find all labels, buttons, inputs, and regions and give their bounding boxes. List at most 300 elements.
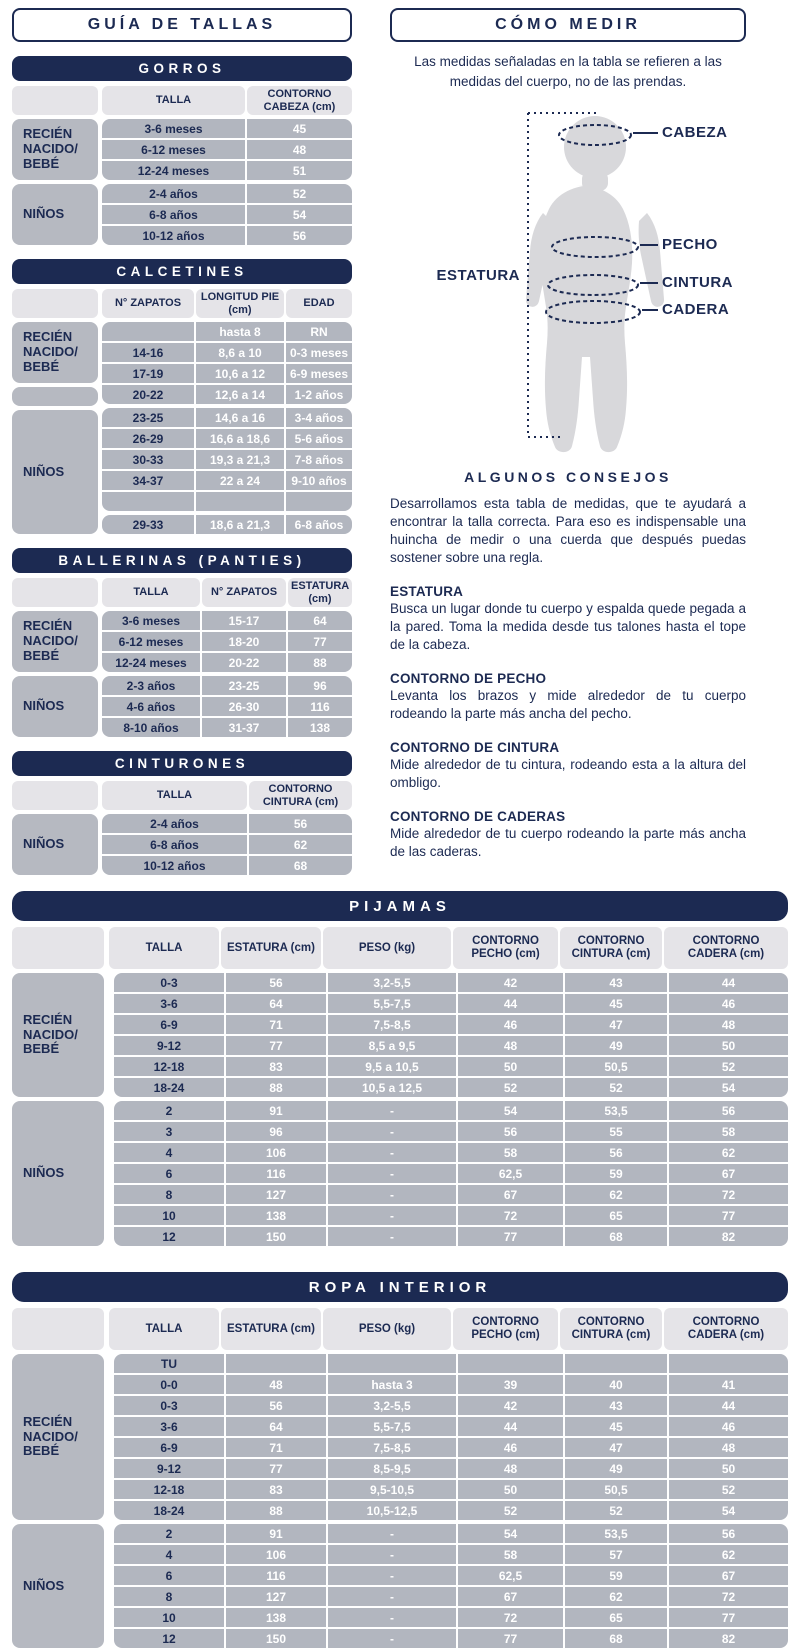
value-cell: 46 [669, 994, 788, 1013]
value-cell: 82 [669, 1629, 788, 1648]
cintura-label: CINTURA [662, 274, 733, 292]
value-cell: 62 [565, 1587, 667, 1606]
table-row [114, 1375, 788, 1394]
value-cell [565, 1354, 667, 1373]
table-row [114, 1501, 788, 1520]
value-cell: 71 [226, 1015, 326, 1034]
size-cell: 6-8 años [102, 205, 245, 224]
value-cell: 72 [669, 1185, 788, 1204]
value-cell: 52 [669, 1057, 788, 1076]
value-cell: 72 [669, 1587, 788, 1606]
size-cell: 18-24 [114, 1078, 224, 1097]
size-cell: 2 [114, 1524, 224, 1543]
size-cell: 4-6 años [102, 697, 200, 716]
size-cell: 12-18 [114, 1480, 224, 1499]
value-cell: - [328, 1185, 456, 1204]
value-cell: 64 [226, 994, 326, 1013]
value-cell: 48 [669, 1438, 788, 1457]
size-cell: 3-6 [114, 1417, 224, 1436]
cinturones-table [12, 751, 352, 875]
data-column [114, 973, 788, 1246]
value-cell: 31-37 [202, 718, 286, 737]
size-cell: 2-4 años [102, 184, 245, 203]
value-cell: 54 [669, 1501, 788, 1520]
value-cell: 138 [226, 1206, 326, 1225]
value-cell: 3-4 años [286, 408, 352, 427]
tip-section-pecho [390, 671, 746, 723]
table-row [102, 408, 352, 427]
value-cell: 62 [565, 1185, 667, 1204]
value-cell: 50 [669, 1036, 788, 1055]
value-cell: 0-3 meses [286, 343, 352, 362]
size-cell: 6-8 años [102, 835, 247, 854]
value-cell: 65 [565, 1608, 667, 1627]
size-cell: 12-18 [114, 1057, 224, 1076]
column-header: ESTATURA (cm) [221, 927, 321, 969]
value-cell: - [328, 1101, 456, 1120]
group-label-column [12, 973, 104, 1246]
group-label-column [12, 814, 98, 875]
size-cell: 2-4 años [102, 814, 247, 833]
body-measurement-diagram [390, 97, 746, 455]
value-cell: 44 [458, 1417, 563, 1436]
data-block [114, 973, 788, 1097]
tips-intro: Desarrollamos esta tabla de medidas, que te ayudará a encontrar la talla correcta. Para eso es indispensable una huincha de medir o una cuerda que después puedas sostener sobre una regla. [390, 496, 746, 565]
tip-heading: CONTORNO DE CINTURA [390, 739, 560, 755]
table-row [114, 1396, 788, 1415]
value-cell: 77 [669, 1206, 788, 1225]
group-label: RECIÉN NACIDO/ BEBÉ [12, 322, 98, 383]
header-spacer-cell [12, 578, 98, 607]
size-cell: 18-24 [114, 1501, 224, 1520]
value-cell: 96 [226, 1122, 326, 1141]
size-cell: 3-6 meses [102, 119, 245, 138]
column-header-row [12, 578, 352, 607]
value-cell: 18,6 a 21,3 [196, 515, 284, 534]
value-cell: 22 a 24 [196, 471, 284, 490]
value-cell: 77 [669, 1608, 788, 1627]
value-cell: 64 [288, 611, 352, 630]
value-cell: 62 [669, 1143, 788, 1162]
tip-text: Busca un lugar donde tu cuerpo y espalda quede pegada a la pared. Toma la medida desde tus talones hasta el tope de la cabeza. [390, 600, 746, 652]
value-cell: 42 [458, 973, 563, 992]
value-cell: 7,5-8,5 [328, 1015, 456, 1034]
table-row [102, 450, 352, 469]
value-cell: - [328, 1164, 456, 1183]
value-cell: 56 [226, 1396, 326, 1415]
value-cell: 106 [226, 1143, 326, 1162]
data-block [102, 184, 352, 245]
value-cell: 77 [226, 1459, 326, 1478]
table-row [102, 471, 352, 490]
data-column [102, 119, 352, 245]
value-cell: 5,5-7,5 [328, 994, 456, 1013]
table-row [102, 632, 352, 651]
value-cell: 67 [669, 1164, 788, 1183]
value-cell: 50,5 [565, 1480, 667, 1499]
value-cell: 52 [669, 1480, 788, 1499]
value-cell: 138 [226, 1608, 326, 1627]
size-cell: 8-10 años [102, 718, 200, 737]
size-cell: 12 [114, 1629, 224, 1648]
table-row [114, 1122, 788, 1141]
value-cell: 10,6 a 12 [196, 364, 284, 383]
value-cell: RN [286, 322, 352, 341]
value-cell: 9,5 a 10,5 [328, 1057, 456, 1076]
table-row [102, 856, 352, 875]
size-cell: 9-12 [114, 1036, 224, 1055]
value-cell: 47 [565, 1015, 667, 1034]
cadera-label: CADERA [662, 301, 730, 319]
table-row [114, 1438, 788, 1457]
table-row [102, 364, 352, 383]
table-row [102, 492, 352, 511]
value-cell: 72 [458, 1608, 563, 1627]
value-cell: 20-22 [202, 653, 286, 672]
value-cell: 10,5 a 12,5 [328, 1078, 456, 1097]
value-cell: 46 [458, 1438, 563, 1457]
data-block [102, 119, 352, 180]
column-header: ESTATURA (cm) [221, 1308, 321, 1350]
value-cell: 138 [288, 718, 352, 737]
value-cell: 19,3 a 21,3 [196, 450, 284, 469]
value-cell: 55 [565, 1122, 667, 1141]
header-spacer-cell [12, 86, 98, 115]
value-cell: 77 [458, 1227, 563, 1246]
size-cell: 30-33 [102, 450, 194, 469]
value-cell: 68 [565, 1629, 667, 1648]
bottom-section [12, 891, 788, 1648]
column-header: LONGITUD PIE (cm) [196, 289, 284, 318]
value-cell: hasta 3 [328, 1375, 456, 1394]
gorros-title-bar: GORROS [12, 56, 352, 81]
size-cell: 10-12 años [102, 856, 247, 875]
value-cell: 64 [226, 1417, 326, 1436]
table-row [102, 385, 352, 404]
table-row [114, 1078, 788, 1097]
value-cell: 52 [565, 1078, 667, 1097]
table-row [102, 205, 352, 224]
group-label: RECIÉN NACIDO/ BEBÉ [12, 973, 104, 1097]
value-cell: 18-20 [202, 632, 286, 651]
value-cell: - [328, 1227, 456, 1246]
calcetines-table [12, 259, 352, 534]
gorros-table [12, 56, 352, 245]
header-spacer-cell [12, 289, 98, 318]
value-cell: 45 [247, 119, 352, 138]
table-row [114, 1227, 788, 1246]
value-cell: 54 [247, 205, 352, 224]
value-cell: 68 [565, 1227, 667, 1246]
value-cell: 150 [226, 1629, 326, 1648]
header-cells [102, 578, 352, 607]
value-cell: 62,5 [458, 1566, 563, 1585]
column-header: EDAD [286, 289, 352, 318]
value-cell: 58 [458, 1545, 563, 1564]
right-column [390, 8, 746, 875]
value-cell: 88 [226, 1501, 326, 1520]
value-cell: 42 [458, 1396, 563, 1415]
data-block [114, 1524, 788, 1648]
value-cell: 47 [565, 1438, 667, 1457]
size-cell: 26-29 [102, 429, 194, 448]
tip-text: Mide alrededor de tu cuerpo rodeando la parte más ancha de las caderas. [390, 825, 746, 859]
value-cell: 116 [288, 697, 352, 716]
value-cell: 150 [226, 1227, 326, 1246]
tip-heading: CONTORNO DE CADERAS [390, 808, 566, 824]
value-cell: 54 [458, 1524, 563, 1543]
table-row [114, 994, 788, 1013]
group-label-column [12, 1354, 104, 1648]
data-block [102, 408, 352, 511]
size-cell: 6-9 [114, 1015, 224, 1034]
value-cell: 12,6 a 14 [196, 385, 284, 404]
value-cell: 14,6 a 16 [196, 408, 284, 427]
value-cell: 9,5-10,5 [328, 1480, 456, 1499]
value-cell: 3,2-5,5 [328, 1396, 456, 1415]
tip-heading: CONTORNO DE PECHO [390, 670, 547, 686]
size-cell: 10 [114, 1206, 224, 1225]
value-cell: 52 [247, 184, 352, 203]
value-cell: 91 [226, 1101, 326, 1120]
value-cell: 83 [226, 1480, 326, 1499]
table-body [12, 322, 352, 534]
size-cell: 4 [114, 1143, 224, 1162]
column-header: N° ZAPATOS [202, 578, 286, 607]
value-cell [458, 1354, 563, 1373]
table-row [102, 611, 352, 630]
size-guide-title: GUÍA DE TALLAS [87, 16, 277, 33]
size-cell: 0-0 [114, 1375, 224, 1394]
column-header: CONTORNO CINTURA (cm) [249, 781, 352, 810]
tips-title: ALGUNOS CONSEJOS [464, 469, 672, 486]
value-cell: 49 [565, 1459, 667, 1478]
value-cell: - [328, 1143, 456, 1162]
data-column [102, 814, 352, 875]
pecho-label: PECHO [662, 236, 718, 254]
ropa-interior-table [12, 1272, 788, 1648]
value-cell: 26-30 [202, 697, 286, 716]
column-header-row [12, 1308, 788, 1350]
table-row [102, 653, 352, 672]
header-cells [109, 927, 788, 969]
value-cell: 67 [669, 1566, 788, 1585]
tip-text: Mide alrededor de tu cintura, rodeando esta a la altura del ombligo. [390, 756, 746, 790]
table-row [102, 161, 352, 180]
size-cell: 29-33 [102, 515, 194, 534]
value-cell: 46 [669, 1417, 788, 1436]
cabeza-label: CABEZA [662, 124, 728, 142]
table-row [114, 1057, 788, 1076]
value-cell [226, 1354, 326, 1373]
value-cell: 96 [288, 676, 352, 695]
value-cell: 6-9 meses [286, 364, 352, 383]
table-row [102, 835, 352, 854]
group-label: NIÑOS [12, 1101, 104, 1246]
table-row [102, 322, 352, 341]
column-header: PESO (kg) [323, 1308, 451, 1350]
data-block [102, 611, 352, 672]
group-label [12, 387, 98, 406]
group-label: NIÑOS [12, 676, 98, 737]
value-cell: 56 [565, 1143, 667, 1162]
column-header: CONTORNO CINTURA (cm) [560, 927, 662, 969]
ropa_interior-title-bar: ROPA INTERIOR [12, 1272, 788, 1302]
value-cell [328, 1354, 456, 1373]
value-cell: 56 [458, 1122, 563, 1141]
value-cell [196, 492, 284, 511]
value-cell: 54 [458, 1101, 563, 1120]
table-row [114, 1143, 788, 1162]
table-body [12, 119, 352, 245]
data-column [102, 611, 352, 737]
group-label: NIÑOS [12, 184, 98, 245]
table-row [114, 1566, 788, 1585]
size-cell: 6-12 meses [102, 632, 200, 651]
value-cell: - [328, 1587, 456, 1606]
size-cell: 6 [114, 1164, 224, 1183]
value-cell: 6-8 años [286, 515, 352, 534]
table-row [102, 226, 352, 245]
value-cell: 88 [226, 1078, 326, 1097]
value-cell: 50 [458, 1480, 563, 1499]
size-cell: 34-37 [102, 471, 194, 490]
column-header: N° ZAPATOS [102, 289, 194, 318]
value-cell: 71 [226, 1438, 326, 1457]
table-row [102, 718, 352, 737]
value-cell: - [328, 1545, 456, 1564]
table-row [102, 343, 352, 362]
size-cell: 17-19 [102, 364, 194, 383]
ballerinas-table [12, 548, 352, 737]
column-header: CONTORNO CADERA (cm) [664, 1308, 788, 1350]
value-cell: 91 [226, 1524, 326, 1543]
value-cell: 51 [247, 161, 352, 180]
table-row [114, 1164, 788, 1183]
value-cell: 54 [669, 1078, 788, 1097]
group-label: NIÑOS [12, 1524, 104, 1648]
table-row [114, 1459, 788, 1478]
data-block [102, 515, 352, 534]
data-block [114, 1101, 788, 1246]
ballerinas-title-bar: BALLERINAS (PANTIES) [12, 548, 352, 573]
size-cell: 12-24 meses [102, 161, 245, 180]
value-cell: 10,5-12,5 [328, 1501, 456, 1520]
group-label: RECIÉN NACIDO/ BEBÉ [12, 119, 98, 180]
data-column [114, 1354, 788, 1648]
value-cell: 48 [458, 1036, 563, 1055]
tip-section-estatura [390, 584, 746, 654]
measure-intro-text: Las medidas señaladas en la tabla se refieren a las medidas del cuerpo, no de las prendas. [414, 54, 722, 89]
value-cell: 44 [458, 994, 563, 1013]
value-cell: 52 [458, 1501, 563, 1520]
table-body [12, 611, 352, 737]
table-row [114, 1101, 788, 1120]
table-row [102, 429, 352, 448]
value-cell: 44 [669, 1396, 788, 1415]
value-cell: 59 [565, 1164, 667, 1183]
value-cell: hasta 8 [196, 322, 284, 341]
size-cell: 3 [114, 1122, 224, 1141]
value-cell: 46 [458, 1015, 563, 1034]
value-cell: 56 [669, 1524, 788, 1543]
value-cell: 62,5 [458, 1164, 563, 1183]
value-cell: 1-2 años [286, 385, 352, 404]
column-header-row [12, 781, 352, 810]
column-header: PESO (kg) [323, 927, 451, 969]
value-cell: 59 [565, 1566, 667, 1585]
value-cell: 5,5-7,5 [328, 1417, 456, 1436]
size-cell: 2-3 años [102, 676, 200, 695]
value-cell: 53,5 [565, 1101, 667, 1120]
value-cell: 15-17 [202, 611, 286, 630]
value-cell: 39 [458, 1375, 563, 1394]
data-block [102, 322, 352, 404]
table-row [102, 814, 352, 833]
column-header: TALLA [109, 1308, 219, 1350]
table-row [102, 676, 352, 695]
column-header: ESTATURA (cm) [288, 578, 352, 607]
size-cell: 12-24 meses [102, 653, 200, 672]
table-row [102, 140, 352, 159]
header-cells [102, 86, 352, 115]
group-label: NIÑOS [12, 410, 98, 534]
value-cell: 3,2-5,5 [328, 973, 456, 992]
tip-heading: ESTATURA [390, 583, 464, 599]
table-row [102, 184, 352, 203]
value-cell: 56 [226, 973, 326, 992]
table-row [114, 1545, 788, 1564]
value-cell: 49 [565, 1036, 667, 1055]
value-cell: - [328, 1524, 456, 1543]
value-cell: 48 [458, 1459, 563, 1478]
size-cell: 23-25 [102, 408, 194, 427]
data-block [102, 676, 352, 737]
table-row [114, 1524, 788, 1543]
size-cell: 10 [114, 1608, 224, 1627]
size-cell: 10-12 años [102, 226, 245, 245]
table-row [114, 973, 788, 992]
column-header: TALLA [102, 578, 200, 607]
pijamas-table [12, 891, 788, 1246]
data-block [114, 1354, 788, 1520]
table-row [102, 119, 352, 138]
value-cell: - [328, 1566, 456, 1585]
value-cell: 72 [458, 1206, 563, 1225]
value-cell: 77 [288, 632, 352, 651]
table-row [114, 1036, 788, 1055]
calcetines-title-bar: CALCETINES [12, 259, 352, 284]
column-header: TALLA [102, 86, 245, 115]
value-cell [669, 1354, 788, 1373]
size-cell: 20-22 [102, 385, 194, 404]
group-label-column [12, 119, 98, 245]
value-cell: 8,5-9,5 [328, 1459, 456, 1478]
value-cell: 7,5-8,5 [328, 1438, 456, 1457]
value-cell: - [328, 1629, 456, 1648]
header-spacer-cell [12, 927, 104, 969]
header-spacer-cell [12, 781, 98, 810]
tip-section-caderas [390, 809, 746, 861]
value-cell: 44 [669, 973, 788, 992]
column-header-row [12, 289, 352, 318]
table-body [12, 973, 788, 1246]
size-cell: 3-6 [114, 994, 224, 1013]
tip-section-cintura [390, 740, 746, 792]
value-cell: 8,6 a 10 [196, 343, 284, 362]
group-label: RECIÉN NACIDO/ BEBÉ [12, 611, 98, 672]
table-body [12, 814, 352, 875]
